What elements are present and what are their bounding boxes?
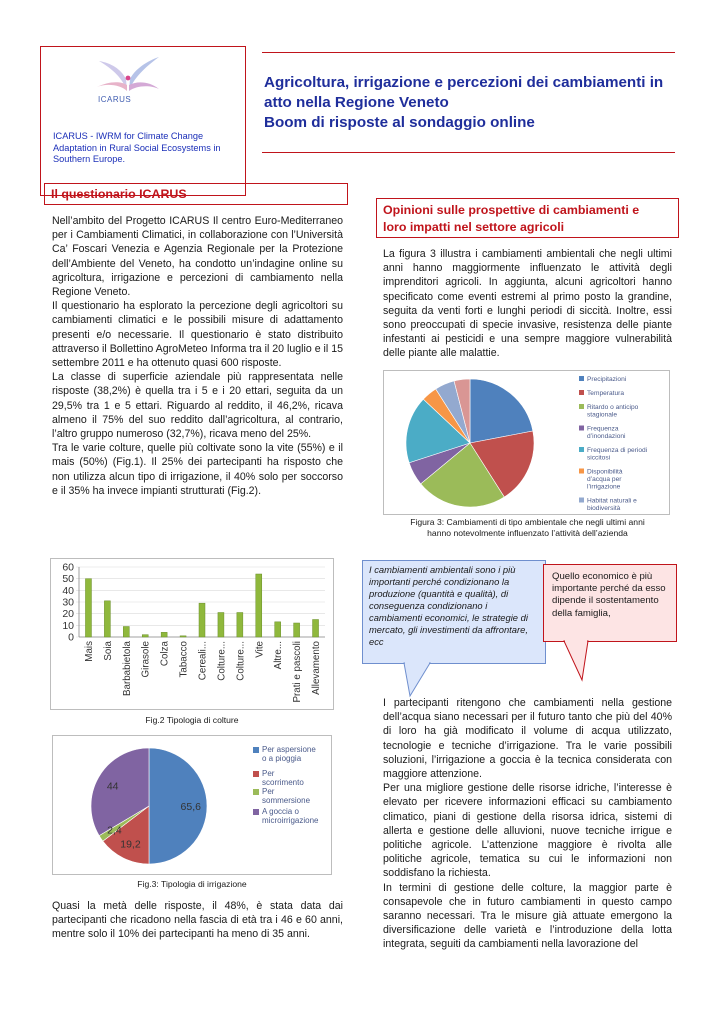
legend-label: microirrigazione xyxy=(262,816,319,825)
icarus-logo-icon xyxy=(93,51,163,97)
callout-environmental: I cambiamenti ambientali sono i più importanti perché condizionano la produzione (quantità e qualità), di conseguenza condizionano i cambiamenti economici, le strategie di mercato, gli investimenti da affrontare, ecc xyxy=(362,560,546,664)
x-tick-label: Altre... xyxy=(273,641,285,670)
bar xyxy=(142,635,148,637)
legend-label: scorrimento xyxy=(262,778,304,787)
environmental-change-pie-chart xyxy=(383,370,670,515)
bar xyxy=(294,623,300,637)
legend-label: Frequenza di periodi xyxy=(587,447,648,454)
y-tick-label: 0 xyxy=(68,631,74,644)
legend-label: o a pioggia xyxy=(262,754,302,763)
y-tick-label: 20 xyxy=(62,608,74,621)
fig3-caption: Fig.3: Tipologia di irrigazione xyxy=(137,879,247,889)
x-tick-label: Vite xyxy=(254,641,266,658)
legend-swatch xyxy=(253,789,259,795)
bar xyxy=(85,579,91,637)
environmental-pie-svg xyxy=(384,371,669,514)
right-text-block: I partecipanti ritengono che cambiamenti nella gestione dell’acqua siano necessari per il futuro tanto che più del 40% di loro ha già modificato il volume di acqua utilizzato, tecnologie e tecniche d’irrigazione. Tra le varie possibili soluzioni, l’irrigazione a goccia è la tecnica considerata con maggiore attenzione. Per una migliore gestione delle risorse idriche, l’interesse è elevato per ricevere informazioni efficaci su cambiamento climatico, piani di gestione della risorsa idrica, sistemi di allerta e gestione delle alluvioni, nuove tecniche irrigue e politiche agricole. L’attenzione maggiore è rivolta alle politiche agricole, tematica su cui le informazioni non soddisfano la richiesta. In termini di gestione delle colture, la maggior parte è consapevole che in futuro cambiamenti in questo campo saranno necessari. Tra le misure già attuate emergono la diversificazione delle varietà e l’introduzione della lotta integrata, seguiti da cambiamenti nella lavorazione del xyxy=(383,697,672,951)
legend-swatch xyxy=(253,747,259,753)
legend-swatch xyxy=(579,498,584,503)
title-rule-top xyxy=(262,52,675,53)
x-tick-label: Cereali... xyxy=(197,641,209,681)
title-rule-bottom xyxy=(262,152,675,153)
x-tick-label: Colza xyxy=(159,641,171,667)
x-tick-label: Colture... xyxy=(235,641,247,681)
legend-swatch xyxy=(579,426,584,431)
pie-value-label: 65,6 xyxy=(180,801,201,813)
organization-description: ICARUS - IWRM for Climate Change Adaptation in Rural Social Ecosystems in Southern Europe. xyxy=(53,131,221,164)
x-tick-label: Mais xyxy=(83,641,95,662)
page-title: Agricoltura, irrigazione e percezioni dei cambiamenti in atto nella Regione Veneto Boom di risposte al sondaggio online xyxy=(264,74,664,131)
legend-label: Per xyxy=(262,787,275,796)
pie-value-label: 44 xyxy=(106,780,119,793)
legend-swatch xyxy=(579,447,584,452)
bar xyxy=(256,574,262,637)
callout-economic-tail xyxy=(560,640,600,682)
callout-economic: Quello economico è più importante perché da esso dipende il sostentamento della famiglia, xyxy=(543,564,677,642)
legend-swatch xyxy=(253,809,259,815)
legend-label: Frequenza xyxy=(587,425,619,433)
x-tick-label: Girasole xyxy=(140,641,152,678)
section-title-opinioni: Opinioni sulle prospettive di cambiamenti e loro impatti nel settore agricoli xyxy=(376,198,679,238)
y-tick-label: 60 xyxy=(62,561,74,574)
crops-bar-chart xyxy=(50,558,334,710)
x-tick-label: Colture... xyxy=(216,641,228,681)
legend-swatch xyxy=(253,771,259,777)
crops-bar-chart-svg xyxy=(51,559,333,709)
fig2-caption: Fig.2 Tipologia di colture xyxy=(145,715,239,725)
legend-label: biodiversità xyxy=(587,505,621,512)
x-tick-label: Allevamento xyxy=(311,641,323,695)
x-tick-label: Prati e pascoli xyxy=(292,641,304,703)
bar xyxy=(199,603,205,637)
bar xyxy=(180,636,186,637)
pie-value-label: 19,2 xyxy=(120,838,141,851)
legend-label: siccitosi xyxy=(587,454,611,462)
bar xyxy=(104,601,110,637)
irrigation-pie-chart xyxy=(52,735,332,875)
callout-environmental-tail xyxy=(400,662,440,698)
legend-label: Temperatura xyxy=(587,390,625,397)
bar xyxy=(237,613,243,638)
bar xyxy=(218,613,224,638)
left-text-block xyxy=(52,214,343,498)
bar xyxy=(275,622,281,637)
legend-label: A goccia o xyxy=(262,807,299,816)
legend-swatch xyxy=(579,404,584,409)
legend-swatch xyxy=(579,469,584,474)
y-tick-label: 40 xyxy=(62,584,74,597)
legend-label: Habitat naturali e xyxy=(587,497,637,505)
legend-label: d’inondazioni xyxy=(587,433,626,440)
legend-label: Disponibilità xyxy=(587,468,623,476)
paragraph: Il questionario ha esplorato la percezione degli agricoltori su cambiamenti climatici e le possibili misure di adattamento presenti e/o necessarie. Il questionario è stato distribuito attraverso il Bollettino AgroMeteo Informa tra il 20 luglio e il 15 settembre 2011 e ha ottenuto quasi 600 risposte. xyxy=(52,300,343,370)
x-tick-label: Soia xyxy=(102,641,114,661)
irrigation-pie-svg xyxy=(53,736,331,874)
legend-swatch xyxy=(579,390,584,395)
paragraph: La classe di superficie aziendale più rappresentata nelle risposte (38,2%) è quella tra i 5 e i 20 ettari, seguita da un 29,5% tra 1 e 5 ettari. Riguardo al reddito, il 46,2%, ricava almeno il 75% del suo reddito dall’agricoltura, al contrario, l’altro gruppo numeroso (32,7%), ricava meno del 25%. xyxy=(52,371,343,441)
bar xyxy=(313,620,319,638)
legend-label: Precipitazioni xyxy=(587,376,627,383)
figure3-caption: Figura 3: Cambiamenti di tipo ambientale che negli ultimi anni hanno notevolmente influenzato l’attività dell’azienda xyxy=(410,517,645,538)
y-tick-label: 10 xyxy=(62,619,74,632)
legend-label: stagionale xyxy=(587,411,618,419)
logo-box xyxy=(40,46,246,196)
left-closing-paragraph: Quasi la metà delle risposte, il 48%, è stata data dai partecipanti che ricadono nella fascia di età tra i 46 e 60 anni, mentre solo il 10% dei partecipanti ha meno di 35 anni. xyxy=(52,900,343,941)
y-tick-label: 50 xyxy=(62,573,74,586)
legend-label: l’irrigazione xyxy=(587,483,621,491)
paragraph: Tra le varie colture, quelle più coltivate sono la vite (55%) e il mais (50%) (Fig.1). Il 25% dei partecipanti ha risposto che non utilizza alcun tipo di irrigazione, il 40% solo per soccorso e il 35% ha invece impianti strutturati (Fig.2). xyxy=(52,442,343,497)
bar xyxy=(123,627,129,638)
pie-value-label: 2,4 xyxy=(107,824,122,837)
bar xyxy=(161,632,167,637)
legend-label: d’acqua per xyxy=(587,476,622,483)
legend-swatch xyxy=(579,376,584,381)
legend-label: sommersione xyxy=(262,796,311,805)
x-tick-label: Barbabietola xyxy=(121,641,133,697)
section-title-questionario: Il questionario ICARUS xyxy=(44,183,348,205)
y-tick-label: 30 xyxy=(62,596,74,609)
right-intro-text: La figura 3 illustra i cambiamenti ambientali che negli ultimi anni hanno maggiormente influenzato le attività degli imprenditori agricoli. In aggiunta, alcuni agricoltori hanno specificato come eventi estremi al primo posto la grandine, seguita da venti forti e lunghi periodi di siccità. Inoltre, essi sono preoccupati di specie invasive, resistenza delle piante infestanti ai pesticidi e una sempre maggiore vulnerabilità delle piante alle malattie. xyxy=(383,248,672,360)
paragraph: Nell’ambito del Progetto ICARUS Il centro Euro-Mediterraneo per i Cambiamenti Climatici, in collaborazione con l’Università Ca’ Foscari Venezia e Agenzia Regionale per la Protezione dell’Ambiente del Veneto, ha condotto un’indagine online su agricoltura, irrigazione e percezioni di cambiamento nella Regione Veneto. xyxy=(52,215,343,299)
logo-text: ICARUS xyxy=(98,95,132,104)
x-tick-label: Tabacco xyxy=(178,641,190,678)
legend-label: Per xyxy=(262,769,275,778)
legend-label: Ritardo o anticipo xyxy=(587,404,639,411)
legend-label: Per aspersione xyxy=(262,745,316,754)
